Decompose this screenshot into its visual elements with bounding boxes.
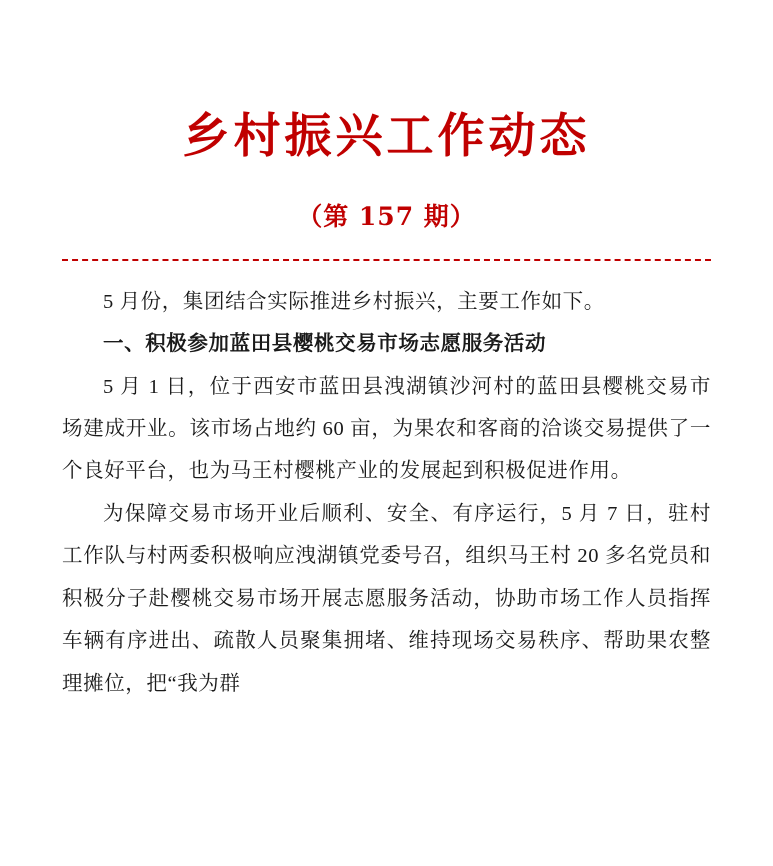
section-heading-one: 一、积极参加蓝田县樱桃交易市场志愿服务活动 (103, 333, 547, 356)
paragraph-market-opening: 5 月 1 日，位于西安市蓝田县洩湖镇沙河村的蓝田县樱桃交易市场建成开业。该市场占地约 60 亩，为果农和客商的洽谈交易提供了一个良好平台，也为马王村樱桃产业的发展起到积极促进作用。 (62, 375, 711, 483)
issue-number: （第 157 期） (297, 201, 476, 231)
paragraph-volunteer-service: 为保障交易市场开业后顺利、安全、有序运行，5 月 7 日，驻村工作队与村两委积极响应洩湖镇党委号召，组织马王村 20 多名党员和积极分子赴樱桃交易市场开展志愿服务活动，协助市场工作人员指挥车辆有序进出、疏散人员聚集拥堵、维持现场交易秩序、帮助果农整理摊位，把“我为群 (62, 502, 711, 695)
page-title: 乡村振兴工作动态 (182, 109, 591, 164)
document-body (62, 263, 711, 705)
intro-paragraph: 5 月份，集团结合实际推进乡村振兴，主要工作如下。 (103, 290, 605, 313)
